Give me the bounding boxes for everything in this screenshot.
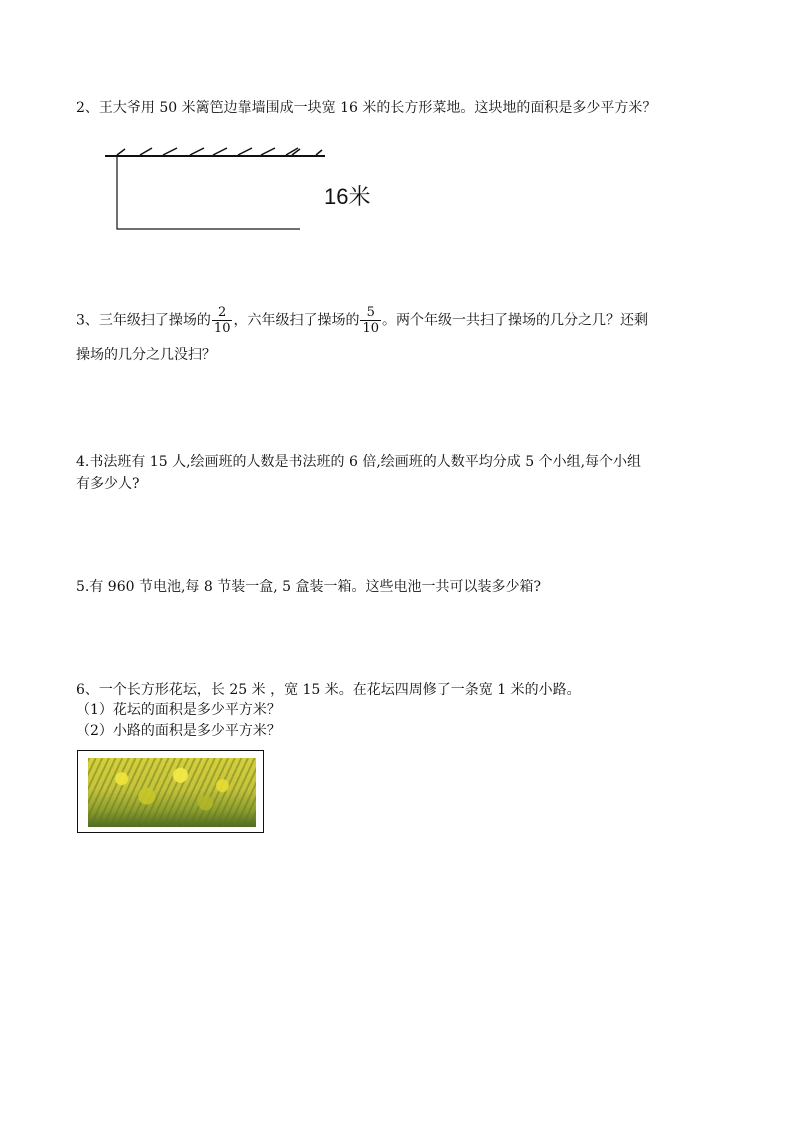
question-3-middle: ，六年级扫了操场的 — [233, 312, 360, 329]
question-3-prefix: 3、三年级扫了操场的 — [76, 312, 211, 329]
question-3-suffix: 。两个年级一共扫了操场的几分之几？还剩 — [382, 312, 649, 329]
vegetable-field-rectangle — [117, 156, 300, 229]
fraction-2-denominator: 10 — [362, 321, 380, 336]
flower-bed-photo — [88, 758, 256, 827]
question-6-line-1: 6、一个长方形花坛，长 25 米 ，宽 15 米。在花坛四周修了一条宽 1 米的小路。 — [76, 682, 581, 698]
wall-hatch-marks — [117, 148, 298, 155]
fraction-1-numerator: 2 — [212, 305, 233, 321]
question-3-line-2: 操场的几分之几没扫？ — [76, 347, 216, 363]
question-3-line-1 — [76, 305, 648, 336]
fraction-2-numerator: 5 — [360, 305, 381, 321]
fraction-1-denominator: 10 — [213, 321, 231, 336]
question-2-text: 2、王大爷用 50 米篱笆边靠墙围成一块宽 16 米的长方形菜地。这块地的面积是多少平方米？ — [76, 100, 657, 116]
question-6-sub-2: （2）小路的面积是多少平方米？ — [76, 723, 281, 739]
fence-wall-diagram — [100, 140, 300, 235]
question-4-line-1: 4.书法班有 15 人,绘画班的人数是书法班的 6 倍,绘画班的人数平均分成 5 个小组,每个小组 — [76, 454, 642, 470]
question-4-line-2: 有多少人? — [76, 476, 140, 492]
flower-bed-photo-frame — [77, 750, 264, 833]
question-6-sub-1: （1）花坛的面积是多少平方米？ — [76, 702, 281, 718]
fraction-two-tenths — [212, 305, 233, 336]
question-5-text: 5.有 960 节电池,每 8 节装一盒, 5 盒装一箱。这些电池一共可以装多少箱? — [76, 579, 541, 595]
fraction-five-tenths — [360, 305, 381, 336]
width-label: 16米 — [324, 184, 371, 209]
